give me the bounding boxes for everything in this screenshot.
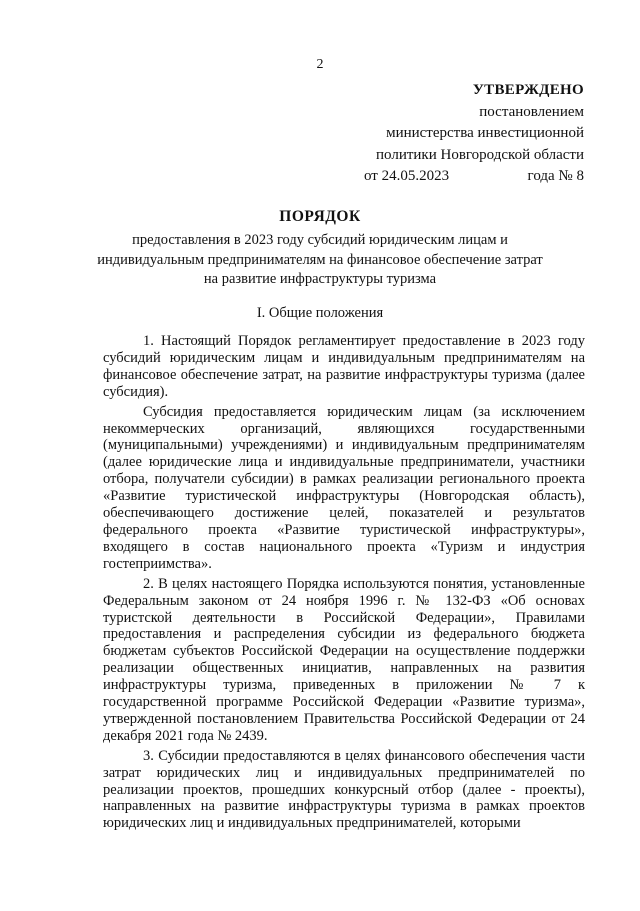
section-heading: I. Общие положения: [256, 305, 384, 321]
approval-date-line: [360, 166, 584, 188]
document-title: ПОРЯДОК: [279, 208, 361, 225]
paragraph-1: 1. Настоящий Порядок регламентирует предоставление в 2023 году субсидий юридическим лицам и индивидуальным предпринимателям на финансовое обеспечение затрат, на развитие инфраструктуры туризма (далее субсидия).: [103, 333, 585, 400]
paragraph-3: 2. В целях настоящего Порядка используются понятия, установленные Федеральным законом от 24 ноября 1996 г. № 132-ФЗ «Об основах туристской деятельности в Российской Федерации», Правилами предоставления и распределения субсидии из федерального бюджета бюджетам субъектов Российской Федерации на осуществление поддержки реализации общественных инициатив, направленных на развития инфраструктуры туризма, приведенных в приложении № 7 к государственной программе Российской Федерации «Развитие туризма», утвержденной постановлением Правительства Российской Федерации от 24 декабря 2021 года № 2439.: [103, 575, 585, 744]
paragraph-4: 3. Субсидии предоставляются в целях финансового обеспечения части затрат юридических лиц и индивидуальных предпринимателей по реализации проектов, прошедших конкурсный отбор (далее - проекты), направленных на развитие инфраструктуры туризма в рамках проектов юридических лиц и индивидуальных предпринимателей, которыми: [103, 747, 585, 832]
document-subtitle: предоставления в 2023 году субсидий юридическим лицам и индивидуальным предпринимателям на финансовое обеспечение затрат на развитие инфраструктуры туризма: [97, 232, 543, 287]
approval-block: [360, 80, 584, 188]
approval-line-3: политики Новгородской области: [376, 146, 584, 163]
document-body: [103, 333, 585, 835]
paragraph-2: Субсидия предоставляется юридическим лицам (за исключением некоммерческих организаций, являющихся государственными (муниципальными) учреждениями) и индивидуальным предпринимателям (далее юридические лица и индивидуальные предприниматели, участники отбора, получатели субсидии) в рамках реализации регионального проекта «Развитие туристической инфраструктуры (Новгородская область), обеспечивающего достижение целей, показателей и результатов федерального проекта «Развитие туристической инфраструктуры», входящего в состав национального проекта «Туризм и индустрия гостеприимства».: [103, 403, 585, 572]
approval-line-1: постановлением: [479, 103, 584, 120]
page-number: 2: [316, 57, 324, 72]
approval-number: года № 8: [527, 168, 584, 184]
approval-date: от 24.05.2023: [364, 168, 450, 184]
approval-heading: УТВЕРЖДЕНО: [472, 82, 584, 98]
approval-line-2: министерства инвестиционной: [386, 125, 584, 141]
